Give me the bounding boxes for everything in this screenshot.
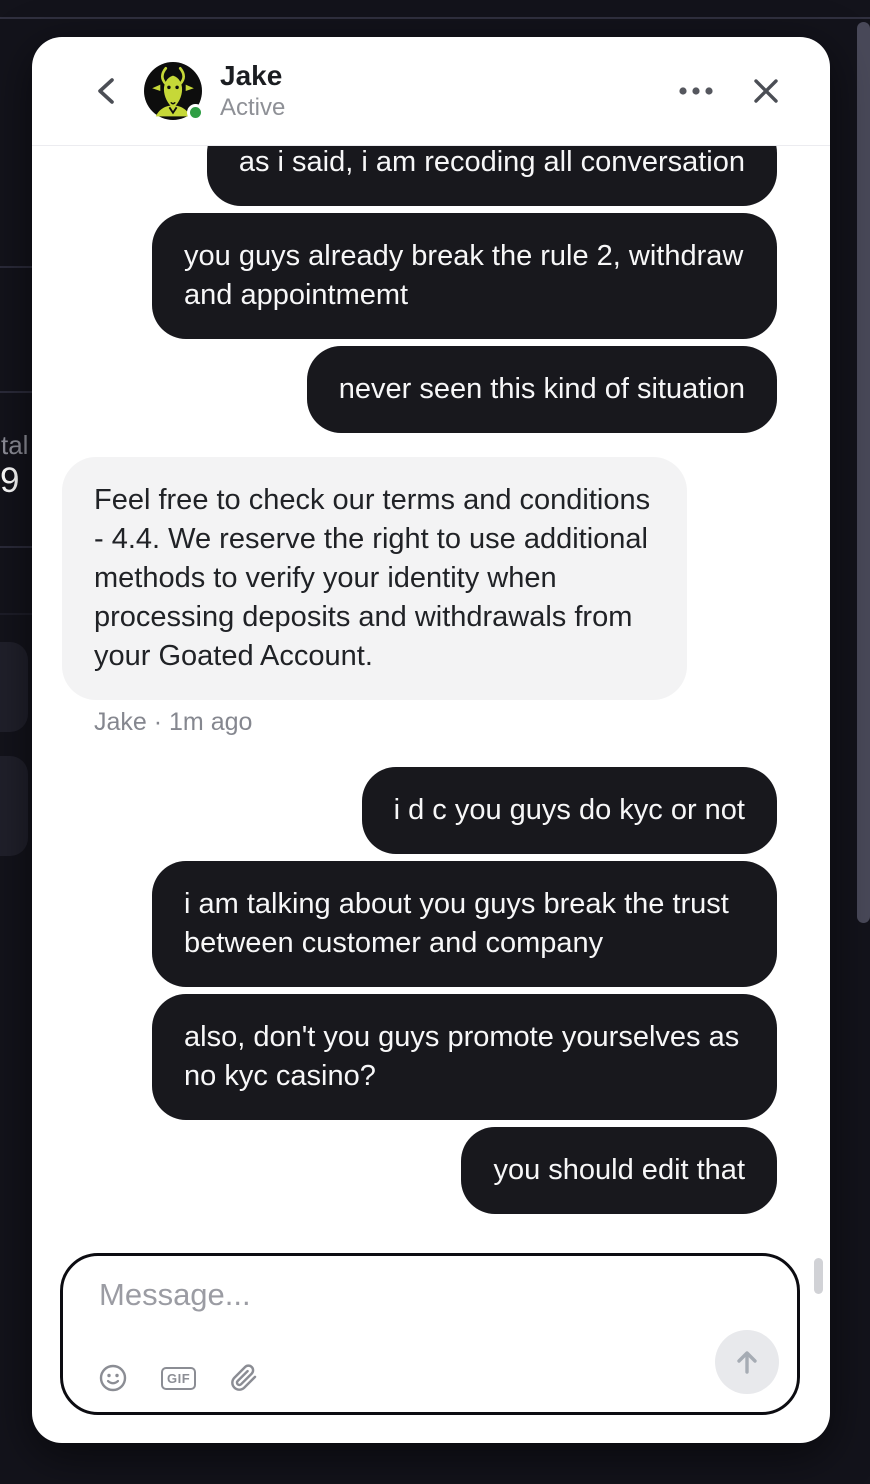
emoji-icon — [99, 1364, 127, 1392]
user-message-row — [62, 994, 777, 1120]
user-message-row — [62, 1127, 777, 1214]
ellipsis-icon — [678, 86, 714, 96]
user-message-bubble: never seen this kind of situation — [307, 346, 777, 433]
background-divider — [0, 546, 33, 548]
close-icon — [752, 77, 780, 105]
background-divider — [0, 266, 33, 268]
agent-message-bubble: Feel free to check our terms and conditions - 4.4. We reserve the right to use additional methods to verify your identity when processing deposits and withdrawals from your Goated Account. — [62, 457, 687, 700]
chat-scrollbar[interactable] — [814, 1258, 823, 1294]
user-message-bubble: also, don't you guys promote yourselves as no kyc casino? — [152, 994, 777, 1120]
composer — [60, 1253, 800, 1415]
background-partial-number: 9 — [0, 461, 20, 500]
online-status-dot — [187, 104, 204, 121]
send-arrow-icon — [732, 1347, 762, 1377]
background-card — [0, 756, 28, 856]
agent-name: Jake — [220, 60, 283, 91]
user-message-row — [62, 146, 777, 206]
page-scrollbar[interactable] — [857, 22, 870, 923]
back-button[interactable] — [84, 69, 128, 113]
chat-header — [32, 37, 830, 146]
agent-status: Active — [220, 94, 286, 121]
background-partial-text: tal — [1, 430, 29, 460]
user-message-row — [62, 346, 777, 433]
user-message-row — [62, 213, 777, 339]
user-message-row — [62, 861, 777, 987]
agent-info — [220, 61, 285, 121]
message-input[interactable] — [97, 1276, 641, 1314]
message-meta: Jake · 1m ago — [94, 708, 253, 736]
user-message-bubble: as i said, i am recoding all conversation — [207, 146, 777, 206]
background-card — [0, 642, 28, 732]
user-message-row — [62, 767, 777, 854]
paperclip-icon — [230, 1364, 258, 1392]
close-button[interactable] — [744, 69, 788, 113]
chat-widget — [32, 37, 830, 1443]
user-message-bubble: i am talking about you guys break the trust between customer and company — [152, 861, 777, 987]
avatar — [144, 62, 202, 120]
agent-message-row — [62, 457, 777, 700]
composer-toolbar — [99, 1364, 258, 1392]
user-message-bubble: you guys already break the rule 2, withdraw and appointmemt — [152, 213, 777, 339]
gif-icon: GIF — [161, 1367, 196, 1390]
attach-button[interactable] — [230, 1364, 258, 1392]
overflow-menu-button[interactable] — [674, 69, 718, 113]
emoji-button[interactable] — [99, 1364, 127, 1392]
user-message-bubble: you should edit that — [461, 1127, 777, 1214]
user-message-bubble: i d c you guys do kyc or not — [362, 767, 777, 854]
message-list[interactable] — [32, 146, 830, 1246]
background-divider — [0, 391, 33, 393]
chevron-left-icon — [93, 75, 119, 107]
gif-button[interactable] — [161, 1367, 196, 1390]
send-button[interactable] — [715, 1330, 779, 1394]
background-divider — [0, 17, 870, 19]
background-divider — [0, 613, 33, 615]
